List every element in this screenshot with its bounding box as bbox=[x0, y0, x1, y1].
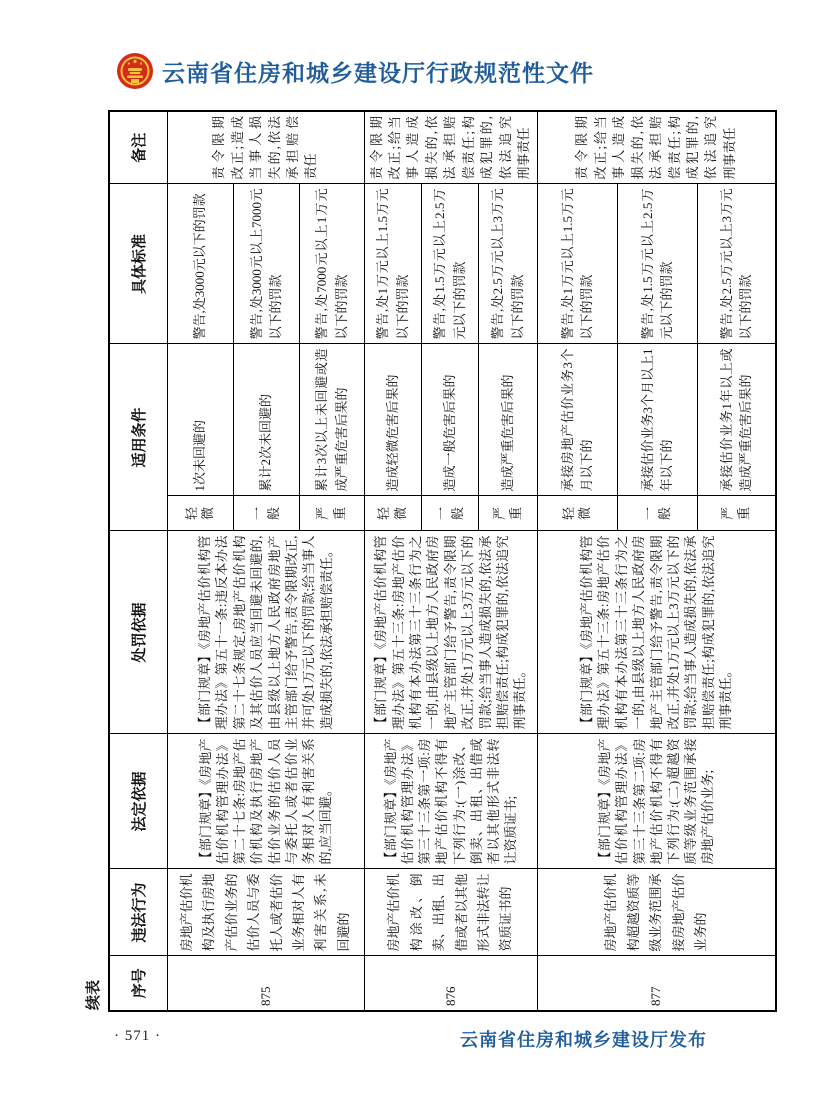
page-title: 云南省住房和城乡建设厅行政规范性文件 bbox=[162, 59, 594, 86]
remark-cell: 责令限期改正;给当事人造成损失的,依法承担赔偿责任;构成犯罪的,依法追究刑事责任 bbox=[537, 111, 776, 184]
table-header-row bbox=[109, 111, 167, 1011]
severity-label: 轻微 bbox=[376, 506, 408, 520]
condition-cell: 造成严重危害后果的 bbox=[479, 344, 537, 496]
severity-label: 一般 bbox=[249, 506, 281, 520]
page-number: · 571 · bbox=[114, 1028, 161, 1044]
serial-cell: 875 bbox=[167, 956, 364, 1011]
condition-cell: 累计2次未回避的 bbox=[233, 344, 299, 496]
severity-cell bbox=[617, 496, 697, 531]
standard-cell: 警告,处2.5万元以上3万元以下的罚款 bbox=[479, 184, 537, 344]
col-header-specific-standard: 具体标准 bbox=[109, 184, 167, 344]
condition-cell: 承接估价业务1年以上或造成严重危害后果的 bbox=[697, 344, 776, 496]
condition-cell: 1次未回避的 bbox=[167, 344, 233, 496]
condition-cell: 造成一般危害后果的 bbox=[421, 344, 478, 496]
condition-cell: 造成轻微危害后果的 bbox=[364, 344, 421, 496]
col-header-remark: 备注 bbox=[109, 111, 167, 184]
condition-cell: 承接估价业务3个月以上1年以下的 bbox=[617, 344, 697, 496]
standard-cell: 警告,处1万元以上1.5万元以下的罚款 bbox=[537, 184, 617, 344]
severity-label: 严重 bbox=[491, 506, 523, 520]
severity-label: 轻微 bbox=[183, 506, 215, 520]
col-header-violation: 违法行为 bbox=[109, 869, 167, 956]
severity-label: 一般 bbox=[433, 506, 465, 520]
severity-cell bbox=[167, 496, 233, 531]
violation-cell: 房地产估价机构超越资质等级业务范围承接房地产估价业务的 bbox=[537, 869, 776, 956]
standard-cell: 警告,处1.5万元以上2.5万元以下的罚款 bbox=[421, 184, 478, 344]
standard-cell: 警告,处3000元以下的罚款 bbox=[167, 184, 233, 344]
severity-cell bbox=[299, 496, 364, 531]
publisher-label: 云南省住房和城乡建设厅发布 bbox=[460, 1030, 707, 1050]
violation-cell: 房地产估价机构及执行房地产估价业务的估价人员与委托人或者估价业务相对人有利害关系,未回避的 bbox=[167, 869, 364, 956]
severity-cell bbox=[537, 496, 617, 531]
remark-cell: 责令限期改正;给当事人造成损失的,依法承担赔偿责任;构成犯罪的,依法追究刑事责任 bbox=[364, 111, 537, 184]
col-header-legal-basis: 法定依据 bbox=[109, 734, 167, 869]
col-header-penalty-basis: 处罚依据 bbox=[109, 531, 167, 734]
serial-cell: 877 bbox=[537, 956, 776, 1011]
col-header-applicable-condition: 适用条件 bbox=[109, 344, 167, 531]
penalty-basis-cell: 【部门规章】《房地产估价机构管理办法》第五十三条:房地产估价机构有本办法第三十三条行为之一的,由县级以上地方人民政府房地产主管部门给予警告,责令限期改正,并处1万元以上3万元以下的罚款;给当事人造成损失的,依法承担赔偿责任;构成犯罪的,依法追究刑事责任。 bbox=[364, 531, 537, 734]
legal-basis-cell: 【部门规章】《房地产估价机构管理办法》第三十三条第二项:房地产估价机构不得有下列行为:(二)超越资质等级业务范围承接房地产估价业务; bbox=[537, 734, 776, 869]
severity-cell bbox=[364, 496, 421, 531]
condition-cell: 承接房地产估价业务3个月以下的 bbox=[537, 344, 617, 496]
penalty-basis-cell: 【部门规章】《房地产估价机构管理办法》第五十一条:违反本办法第二十七条规定,房地产估价机构及其估价人员应当回避未回避的,由县级以上地方人民政府房地产主管部门给予警告,责令限期改正,并可处1万元以下的罚款;给当事人造成损失的,依法承担赔偿责任。 bbox=[167, 531, 364, 734]
severity-cell bbox=[697, 496, 776, 531]
continued-table-label: 续表 bbox=[85, 979, 102, 1010]
severity-label: 严重 bbox=[720, 506, 752, 520]
table-row bbox=[537, 111, 617, 1011]
condition-cell: 累计3次以上未回避或造成严重危害后果的 bbox=[299, 344, 364, 496]
penalty-standards-table bbox=[108, 110, 777, 1012]
severity-cell bbox=[233, 496, 299, 531]
standard-cell: 警告,处7000元以上1万元以下的罚款 bbox=[299, 184, 364, 344]
document-header bbox=[116, 52, 594, 90]
rotated-table-area bbox=[82, 112, 767, 1012]
standard-cell: 警告,处2.5万元以上3万元以下的罚款 bbox=[697, 184, 776, 344]
standard-cell: 警告,处3000元以上7000元以下的罚款 bbox=[233, 184, 299, 344]
legal-basis-cell: 【部门规章】《房地产估价机构管理办法》第三十三条第一项:房地产估价机构不得有下列行为:(一)涂改、倒卖、出租、出借或者以其他形式非法转让资质证书; bbox=[364, 734, 537, 869]
legal-basis-cell: 【部门规章】《房地产估价机构管理办法》第二十七条:房地产估价机构及执行房地产估价业务的估价人员与委托人或者估价业务相对人有利害关系的,应当回避。 bbox=[167, 734, 364, 869]
col-header-serial: 序号 bbox=[109, 956, 167, 1011]
standard-cell: 警告,处1.5万元以上2.5万元以下的罚款 bbox=[617, 184, 697, 344]
table-row bbox=[364, 111, 421, 1011]
national-emblem-icon bbox=[116, 52, 154, 90]
table-row bbox=[167, 111, 233, 1011]
severity-label: 一般 bbox=[640, 506, 673, 520]
violation-cell: 房地产估价机构涂改、倒卖、出租、出借或者以其他形式非法转让资质证书的 bbox=[364, 869, 537, 956]
severity-cell bbox=[479, 496, 537, 531]
remark-cell: 责令限期改正;造成当事人损失的,依法承担赔偿责任 bbox=[167, 111, 364, 184]
penalty-basis-cell: 【部门规章】《房地产估价机构管理办法》第五十三条:房地产估价机构有本办法第三十三条行为之一的,由县级以上地方人民政府房地产主管部门给予警告,责令限期改正,并处1万元以上3万元以下的罚款;给当事人造成损失的,依法承担赔偿责任;构成犯罪的,依法追究刑事责任。 bbox=[537, 531, 776, 734]
serial-cell: 876 bbox=[364, 956, 537, 1011]
rotated-table-container bbox=[82, 112, 767, 1012]
severity-cell bbox=[421, 496, 478, 531]
standard-cell: 警告,处1万元以上1.5万元以下的罚款 bbox=[364, 184, 421, 344]
severity-label: 轻微 bbox=[560, 506, 593, 520]
severity-label: 严重 bbox=[315, 506, 347, 520]
